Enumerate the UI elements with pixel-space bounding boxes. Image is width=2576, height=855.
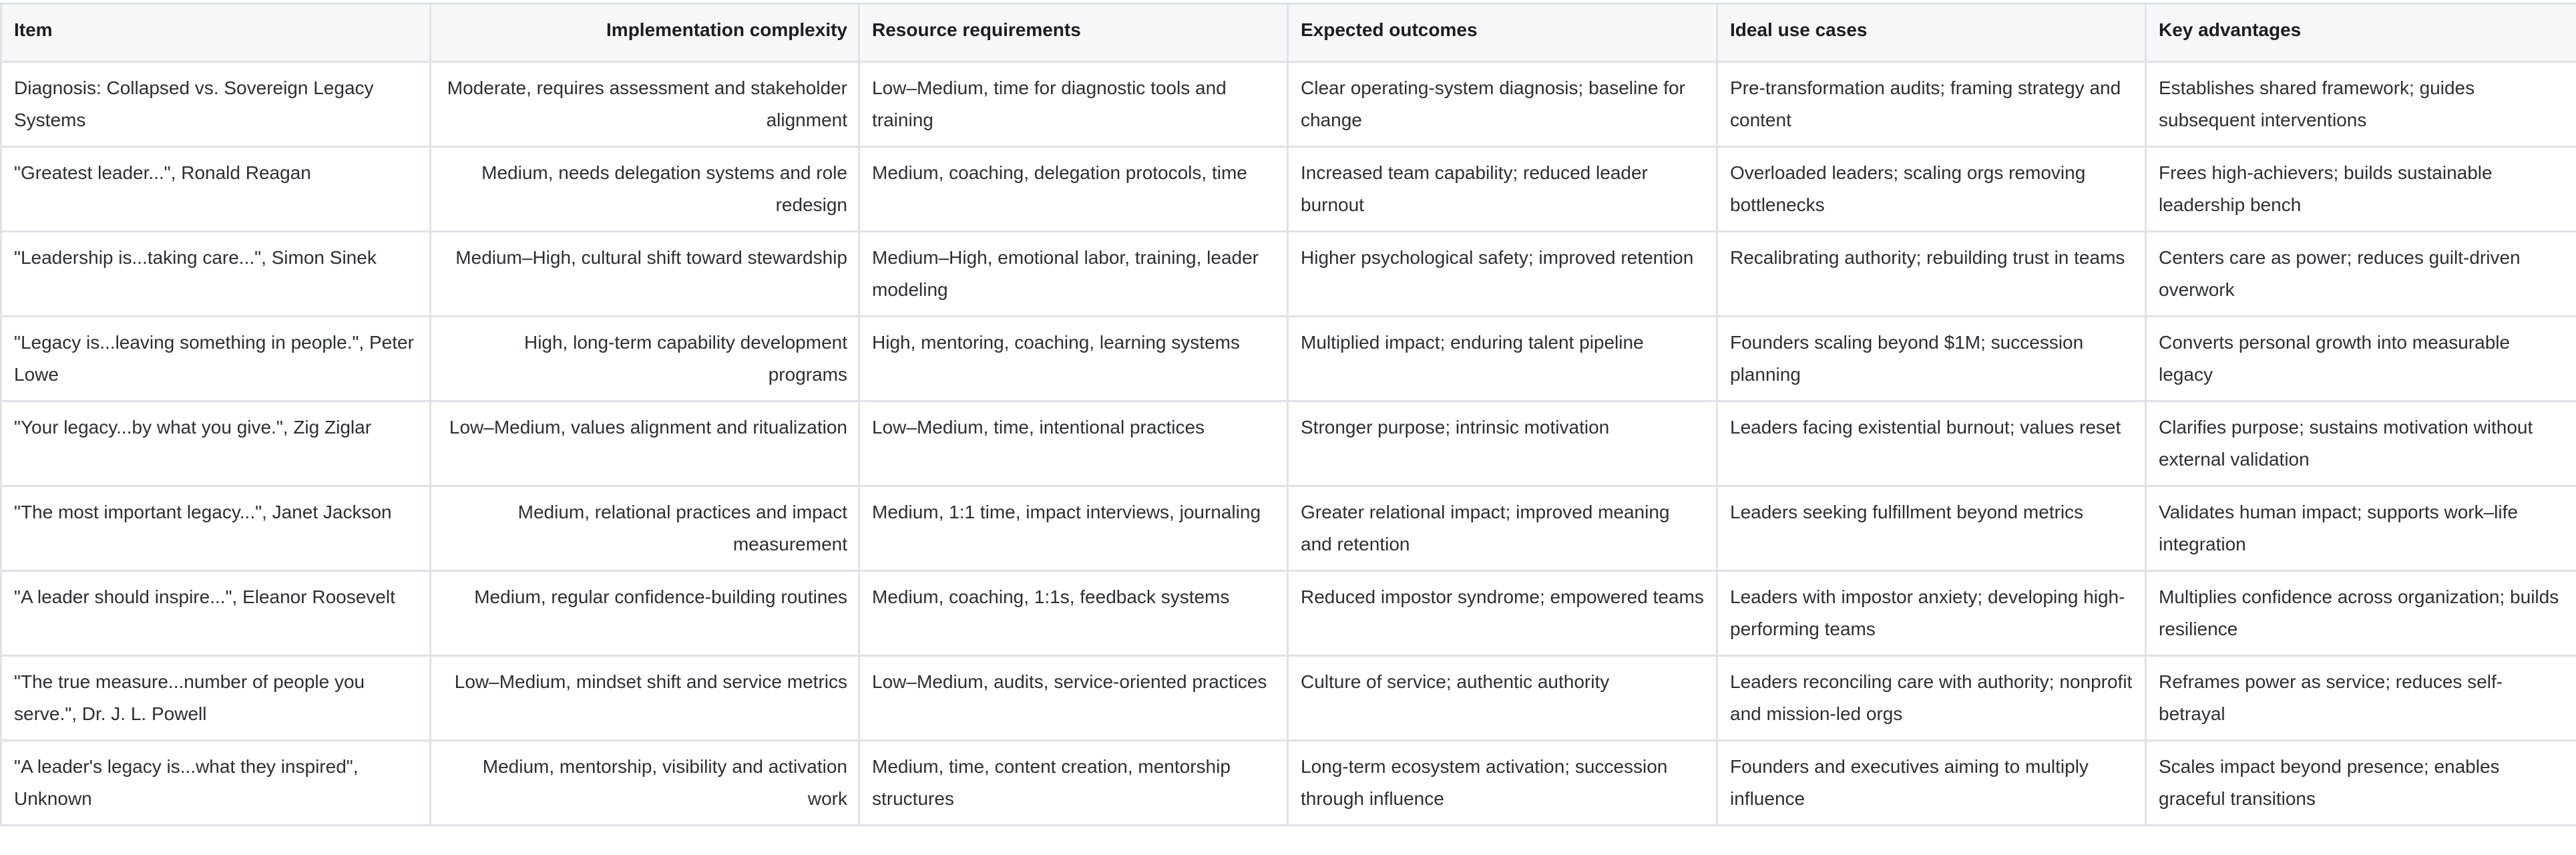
cell-implementation-complexity: High, long-term capability development programs	[431, 317, 859, 401]
cell-expected-outcomes: Multiplied impact; enduring talent pipeline	[1288, 317, 1717, 401]
cell-resource-requirements: Medium–High, emotional labor, training, leader modeling	[859, 232, 1288, 317]
table-row	[1, 147, 2576, 232]
table-row	[1, 401, 2576, 486]
cell-item: "Leadership is...taking care...", Simon Sinek	[1, 232, 431, 317]
cell-ideal-use-cases: Pre-transformation audits; framing strategy and content	[1717, 62, 2146, 147]
cell-item: "Legacy is...leaving something in people.", Peter Lowe	[1, 317, 431, 401]
header-ideal-use-cases: Ideal use cases	[1717, 4, 2146, 62]
cell-resource-requirements: High, mentoring, coaching, learning systems	[859, 317, 1288, 401]
table-row	[1, 741, 2576, 826]
cell-ideal-use-cases: Leaders facing existential burnout; values reset	[1717, 401, 2146, 486]
cell-ideal-use-cases: Founders and executives aiming to multiply influence	[1717, 741, 2146, 826]
cell-expected-outcomes: Long-term ecosystem activation; succession through influence	[1288, 741, 1717, 826]
table-row	[1, 62, 2576, 147]
cell-ideal-use-cases: Founders scaling beyond $1M; succession planning	[1717, 317, 2146, 401]
cell-item: "The true measure...number of people you serve.", Dr. J. L. Powell	[1, 656, 431, 741]
table-body	[1, 62, 2576, 826]
cell-resource-requirements: Low–Medium, audits, service-oriented practices	[859, 656, 1288, 741]
cell-ideal-use-cases: Leaders reconciling care with authority; nonprofit and mission-led orgs	[1717, 656, 2146, 741]
comparison-table-container	[0, 3, 2576, 826]
header-expected-outcomes: Expected outcomes	[1288, 4, 1717, 62]
cell-expected-outcomes: Higher psychological safety; improved retention	[1288, 232, 1717, 317]
cell-ideal-use-cases: Leaders seeking fulfillment beyond metrics	[1717, 486, 2146, 571]
header-item: Item	[1, 4, 431, 62]
header-resource-requirements: Resource requirements	[859, 4, 1288, 62]
cell-expected-outcomes: Greater relational impact; improved meaning and retention	[1288, 486, 1717, 571]
cell-item: "A leader's legacy is...what they inspired", Unknown	[1, 741, 431, 826]
cell-ideal-use-cases: Recalibrating authority; rebuilding trust in teams	[1717, 232, 2146, 317]
cell-implementation-complexity: Medium, regular confidence-building routines	[431, 571, 859, 656]
cell-implementation-complexity: Medium–High, cultural shift toward stewardship	[431, 232, 859, 317]
cell-resource-requirements: Low–Medium, time, intentional practices	[859, 401, 1288, 486]
comparison-table	[0, 3, 2576, 826]
cell-implementation-complexity: Low–Medium, values alignment and ritualization	[431, 401, 859, 486]
header-implementation-complexity: Implementation complexity	[431, 4, 859, 62]
table-row	[1, 317, 2576, 401]
cell-key-advantages: Frees high-achievers; builds sustainable leadership bench	[2146, 147, 2576, 232]
cell-resource-requirements: Medium, coaching, 1:1s, feedback systems	[859, 571, 1288, 656]
cell-implementation-complexity: Moderate, requires assessment and stakeholder alignment	[431, 62, 859, 147]
cell-expected-outcomes: Reduced impostor syndrome; empowered teams	[1288, 571, 1717, 656]
table-row	[1, 232, 2576, 317]
cell-key-advantages: Clarifies purpose; sustains motivation without external validation	[2146, 401, 2576, 486]
cell-resource-requirements: Low–Medium, time for diagnostic tools and training	[859, 62, 1288, 147]
cell-implementation-complexity: Low–Medium, mindset shift and service metrics	[431, 656, 859, 741]
cell-ideal-use-cases: Overloaded leaders; scaling orgs removing bottlenecks	[1717, 147, 2146, 232]
cell-item: Diagnosis: Collapsed vs. Sovereign Legacy Systems	[1, 62, 431, 147]
cell-item: "Greatest leader...", Ronald Reagan	[1, 147, 431, 232]
cell-expected-outcomes: Stronger purpose; intrinsic motivation	[1288, 401, 1717, 486]
table-row	[1, 656, 2576, 741]
cell-key-advantages: Centers care as power; reduces guilt-driven overwork	[2146, 232, 2576, 317]
cell-expected-outcomes: Increased team capability; reduced leader burnout	[1288, 147, 1717, 232]
cell-key-advantages: Establishes shared framework; guides subsequent interventions	[2146, 62, 2576, 147]
cell-expected-outcomes: Culture of service; authentic authority	[1288, 656, 1717, 741]
header-key-advantages: Key advantages	[2146, 4, 2576, 62]
table-row	[1, 486, 2576, 571]
cell-item: "Your legacy...by what you give.", Zig Ziglar	[1, 401, 431, 486]
cell-item: "A leader should inspire...", Eleanor Roosevelt	[1, 571, 431, 656]
table-header	[1, 4, 2576, 62]
cell-implementation-complexity: Medium, needs delegation systems and role redesign	[431, 147, 859, 232]
cell-implementation-complexity: Medium, mentorship, visibility and activation work	[431, 741, 859, 826]
cell-key-advantages: Reframes power as service; reduces self-betrayal	[2146, 656, 2576, 741]
cell-implementation-complexity: Medium, relational practices and impact measurement	[431, 486, 859, 571]
table-row	[1, 571, 2576, 656]
cell-item: "The most important legacy...", Janet Jackson	[1, 486, 431, 571]
cell-key-advantages: Validates human impact; supports work–life integration	[2146, 486, 2576, 571]
cell-resource-requirements: Medium, time, content creation, mentorship structures	[859, 741, 1288, 826]
cell-resource-requirements: Medium, 1:1 time, impact interviews, journaling	[859, 486, 1288, 571]
cell-key-advantages: Converts personal growth into measurable legacy	[2146, 317, 2576, 401]
cell-key-advantages: Multiplies confidence across organization; builds resilience	[2146, 571, 2576, 656]
cell-ideal-use-cases: Leaders with impostor anxiety; developing high-performing teams	[1717, 571, 2146, 656]
cell-expected-outcomes: Clear operating-system diagnosis; baseline for change	[1288, 62, 1717, 147]
header-row	[1, 4, 2576, 62]
cell-resource-requirements: Medium, coaching, delegation protocols, time	[859, 147, 1288, 232]
cell-key-advantages: Scales impact beyond presence; enables graceful transitions	[2146, 741, 2576, 826]
